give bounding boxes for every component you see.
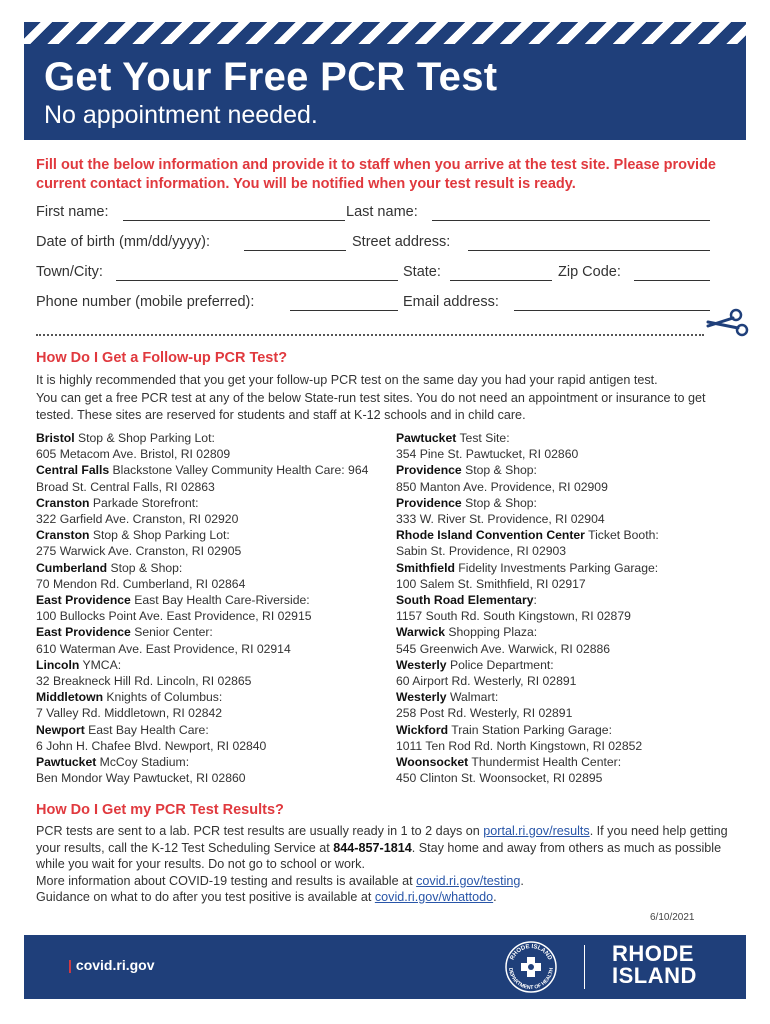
test-site-item <box>36 495 376 527</box>
header-stripes <box>24 22 746 44</box>
logo-line-2: ISLAND <box>612 963 697 988</box>
site-address: 1157 South Rd. South Kingstown, RI 02879 <box>396 609 631 624</box>
site-town: Woonsocket <box>396 755 469 770</box>
state-field[interactable] <box>450 280 552 281</box>
street-label: Street address: <box>352 234 451 250</box>
test-site-item <box>396 689 736 721</box>
document-date: 6/10/2021 <box>650 912 695 923</box>
site-town: Rhode Island Convention Center <box>396 528 585 543</box>
town-label: Town/City: <box>36 264 103 280</box>
footer-divider <box>584 945 585 989</box>
scissors-icon <box>706 306 750 340</box>
site-name: Stop & Shop Parking Lot: <box>89 528 230 543</box>
results-text-2a: More information about COVID-19 testing and results is available at <box>36 874 417 888</box>
site-town: Westerly <box>396 657 447 672</box>
test-site-item <box>36 689 376 721</box>
test-site-item <box>396 560 736 592</box>
test-site-item <box>36 754 376 786</box>
footer-url[interactable] <box>68 957 155 973</box>
site-address: 60 Airport Rd. Westerly, RI 02891 <box>396 674 577 689</box>
site-address: 100 Salem St. Smithfield, RI 02917 <box>396 576 586 591</box>
site-name: East Bay Health Care: <box>84 722 209 737</box>
site-town: Lincoln <box>36 657 80 672</box>
site-address: 322 Garfield Ave. Cranston, RI 02920 <box>36 512 239 527</box>
site-name: Test Site: <box>456 431 510 445</box>
form-row-address <box>36 264 710 284</box>
test-sites-right <box>396 430 736 786</box>
site-town: Providence <box>396 463 462 478</box>
dob-field[interactable] <box>244 250 346 251</box>
page-header <box>24 44 746 140</box>
site-name: Stop & Shop Parking Lot: <box>74 431 215 445</box>
site-town: East Providence <box>36 625 131 640</box>
zip-field[interactable] <box>634 280 710 281</box>
seal-top-text: RHODE ISLAND <box>509 943 553 962</box>
test-site-item <box>396 592 736 624</box>
site-address: 6 John H. Chafee Blvd. Newport, RI 02840 <box>36 738 267 753</box>
site-name: Blackstone Valley Community Health Care: 964 Broad St. Central Falls, RI 02863 <box>36 463 369 494</box>
dob-label: Date of birth (mm/dd/yyyy): <box>36 234 211 250</box>
test-site-item <box>36 430 376 462</box>
seal-bottom-text: DEPARTMENT OF HEALTH <box>506 967 556 992</box>
site-address: 354 Pine St. Pawtucket, RI 02860 <box>396 447 579 462</box>
form-row-dob <box>36 234 710 254</box>
site-name: Stop & Shop: <box>461 463 537 478</box>
site-address: 850 Manton Ave. Providence, RI 02909 <box>396 479 608 494</box>
site-town: Pawtucket <box>36 755 97 770</box>
zip-label: Zip Code: <box>558 264 621 280</box>
site-name: East Bay Health Care-Riverside: <box>130 593 310 608</box>
test-site-item <box>36 462 376 494</box>
site-name: Stop & Shop: <box>107 560 183 575</box>
health-department-seal-icon <box>504 940 558 994</box>
test-site-item <box>396 657 736 689</box>
site-town: Cumberland <box>36 560 108 575</box>
site-town: Central Falls <box>36 463 110 478</box>
portal-results-link[interactable]: portal.ri.gov/results <box>483 824 590 838</box>
what-to-do-link[interactable]: covid.ri.gov/whattodo <box>374 890 494 904</box>
followup-paragraph-2: You can get a free PCR test at any of the below State-run test sites. You do not need an appointment or insurance to get tested. These sites are reserved for students and staff at K-12 schools and in child care. <box>36 391 706 422</box>
site-address: 70 Mendon Rd. Cumberland, RI 02864 <box>36 576 246 591</box>
site-address: 258 Post Rd. Westerly, RI 02891 <box>396 706 573 721</box>
site-address: Sabin St. Providence, RI 02903 <box>396 544 567 559</box>
results-title: How Do I Get my PCR Test Results? <box>36 802 284 818</box>
site-address: 100 Bullocks Point Ave. East Providence, RI 02915 <box>36 609 312 624</box>
intro-instructions: Fill out the below information and provide it to staff when you arrive at the test site. Please provide current contact information. You will be notified when your test result is ready. <box>36 157 716 192</box>
site-name: Knights of Columbus: <box>103 690 223 705</box>
site-address: 1011 Ten Rod Rd. North Kingstown, RI 02852 <box>396 738 643 753</box>
site-town: Wickford <box>396 722 449 737</box>
site-address: 333 W. River St. Providence, RI 02904 <box>396 512 605 527</box>
site-name: Parkade Storefront: <box>89 495 199 510</box>
site-name: Senior Center: <box>130 625 213 640</box>
site-address: 545 Greenwich Ave. Warwick, RI 02886 <box>396 641 611 656</box>
first-name-field[interactable] <box>123 220 345 221</box>
site-name: Thundermist Health Center: <box>468 755 622 770</box>
page-title: Get Your Free PCR Test <box>44 55 498 99</box>
test-site-item <box>36 657 376 689</box>
results-text-1a: PCR tests are sent to a lab. PCR test results are usually ready in 1 to 2 days on <box>36 824 484 838</box>
test-site-item <box>396 430 736 462</box>
test-site-item <box>36 722 376 754</box>
site-address: 7 Valley Rd. Middletown, RI 02842 <box>36 706 223 721</box>
test-site-item <box>396 754 736 786</box>
results-paragraph-3 <box>36 889 736 906</box>
cut-line <box>36 334 704 336</box>
site-name: : <box>533 593 537 608</box>
testing-info-link[interactable]: covid.ri.gov/testing <box>416 874 521 888</box>
site-address: 610 Waterman Ave. East Providence, RI 02914 <box>36 641 291 656</box>
results-paragraph-1 <box>36 823 736 873</box>
street-field[interactable] <box>468 250 710 251</box>
form-row-contact <box>36 294 710 314</box>
site-address: 605 Metacom Ave. Bristol, RI 02809 <box>36 447 231 462</box>
last-name-label: Last name: <box>346 204 418 220</box>
site-town: Cranston <box>36 495 90 510</box>
test-site-item <box>36 592 376 624</box>
results-paragraph-2 <box>36 873 736 890</box>
followup-title: How Do I Get a Follow-up PCR Test? <box>36 350 288 366</box>
test-sites-left <box>36 430 376 786</box>
town-field[interactable] <box>116 280 398 281</box>
test-site-item <box>396 624 736 656</box>
footer-bar: | <box>68 957 72 973</box>
last-name-field[interactable] <box>432 220 710 221</box>
site-town: Warwick <box>396 625 445 640</box>
first-name-label: First name: <box>36 204 109 220</box>
site-name: Shopping Plaza: <box>445 625 538 640</box>
results-text-1b: . If you need help getting your results, call the K-12 Test Scheduling Service at <box>36 824 728 855</box>
results-text-3b: . <box>493 890 497 904</box>
site-town: Smithfield <box>396 560 455 575</box>
email-label: Email address: <box>403 294 499 310</box>
footer-url-text: covid.ri.gov <box>75 957 155 973</box>
site-town: Middletown <box>36 690 104 705</box>
site-name: Train Station Parking Garage: <box>448 722 612 737</box>
rhode-island-logo <box>612 943 697 987</box>
page-subtitle: No appointment needed. <box>44 101 318 129</box>
phone-label: Phone number (mobile preferred): <box>36 294 255 310</box>
site-name: McCoy Stadium: <box>96 755 190 770</box>
site-name: Walmart: <box>446 690 499 705</box>
followup-paragraph-1: It is highly recommended that you get your follow-up PCR test on the same day you had your rapid antigen test. <box>36 373 658 387</box>
site-town: Cranston <box>36 528 90 543</box>
test-site-item <box>396 462 736 494</box>
scheduling-phone: 844-857-1814 <box>333 840 412 855</box>
site-town: South Road Elementary <box>396 593 534 608</box>
site-name: Police Department: <box>446 657 554 672</box>
test-site-item <box>36 624 376 656</box>
logo-line-1: RHODE <box>612 941 694 966</box>
phone-field[interactable] <box>290 310 398 311</box>
results-text-3a: Guidance on what to do after you test positive is available at <box>36 890 375 904</box>
site-address: Ben Mondor Way Pawtucket, RI 02860 <box>36 771 246 786</box>
site-town: Providence <box>396 495 462 510</box>
site-name: Ticket Booth: <box>584 528 659 543</box>
test-site-item <box>396 527 736 559</box>
site-town: Pawtucket <box>396 431 457 445</box>
site-town: Bristol <box>36 431 75 445</box>
site-town: East Providence <box>36 593 131 608</box>
site-name: YMCA: <box>79 657 122 672</box>
site-town: Westerly <box>396 690 447 705</box>
site-town: Newport <box>36 722 85 737</box>
results-text-2b: . <box>520 874 524 888</box>
test-site-item <box>396 722 736 754</box>
site-name: Fidelity Investments Parking Garage: <box>454 560 659 575</box>
site-address: 275 Warwick Ave. Cranston, RI 02905 <box>36 544 242 559</box>
page-footer <box>24 935 746 999</box>
email-field[interactable] <box>514 310 710 311</box>
site-name: Stop & Shop: <box>461 495 537 510</box>
test-site-item <box>36 527 376 559</box>
results-text-1c: . Stay home and away from others as much as possible while you wait for your results. Do not go to school or work. <box>36 840 722 871</box>
site-address: 32 Breakneck Hill Rd. Lincoln, RI 02865 <box>36 674 252 689</box>
site-address: 450 Clinton St. Woonsocket, RI 02895 <box>396 771 603 786</box>
state-label: State: <box>403 264 441 280</box>
test-site-item <box>396 495 736 527</box>
test-site-item <box>36 560 376 592</box>
form-row-name <box>36 204 710 224</box>
